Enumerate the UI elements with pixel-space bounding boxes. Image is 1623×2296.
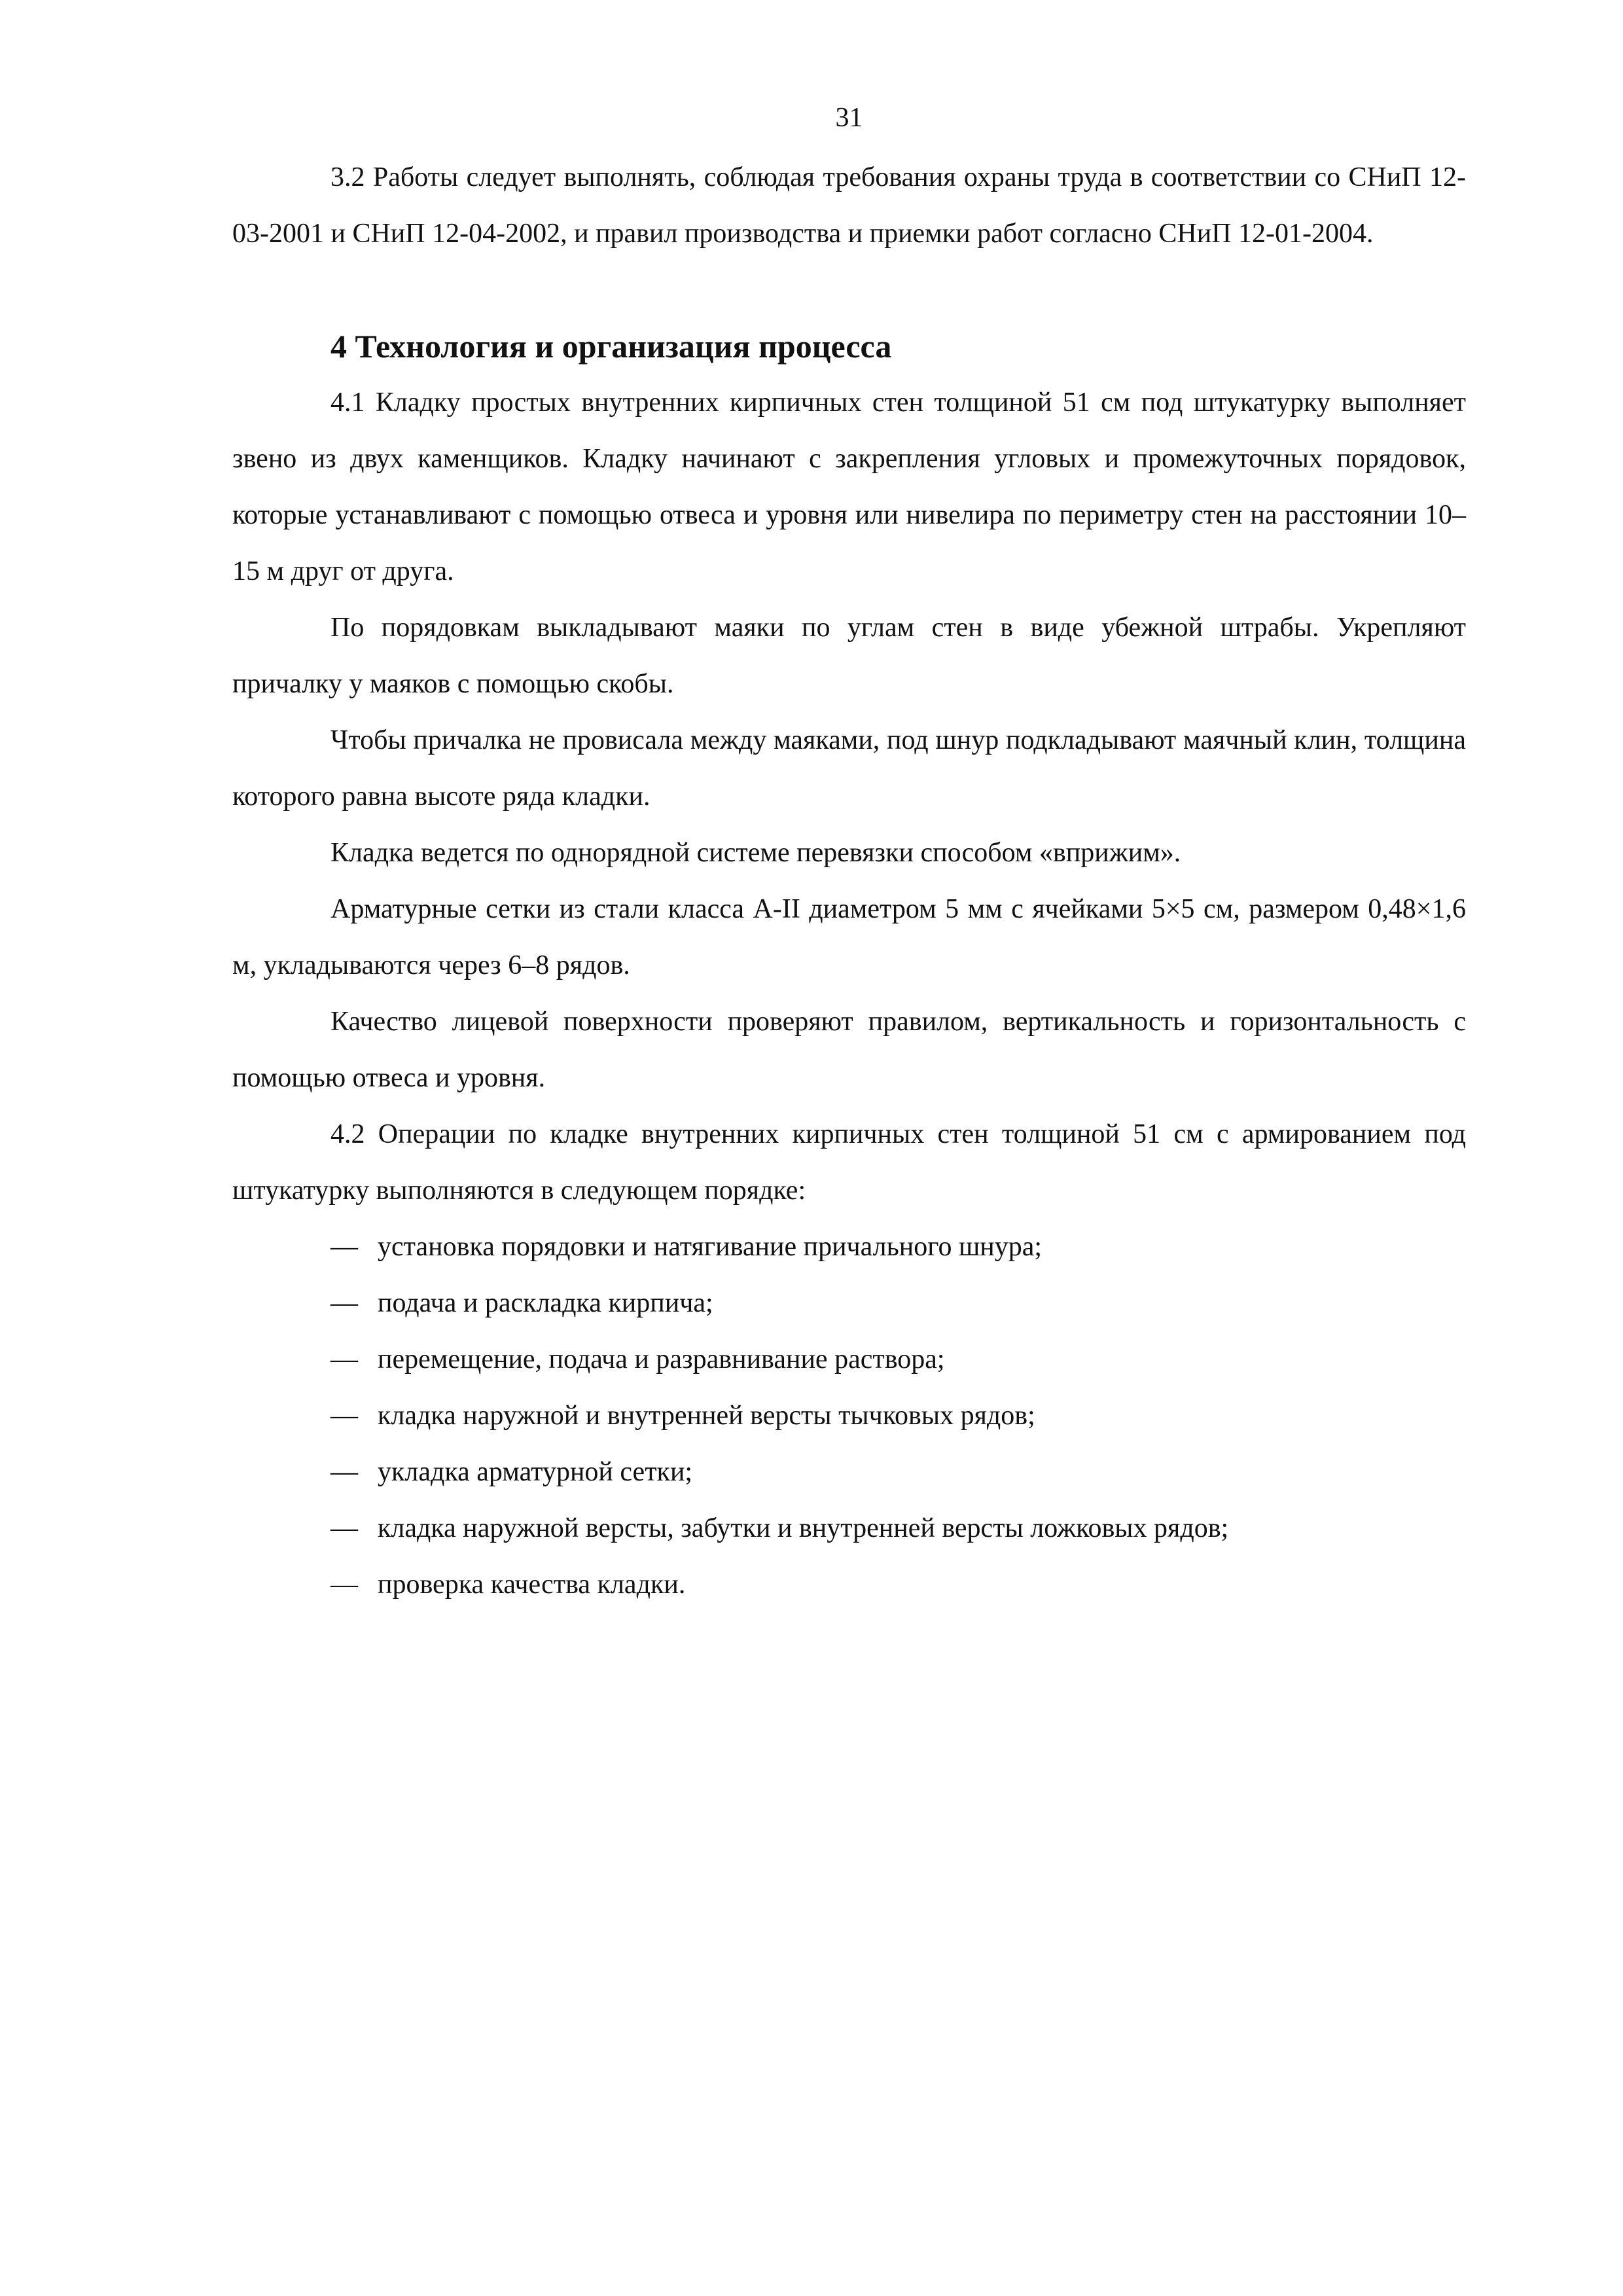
list-item-text: установка порядовки и натягивание причального шнура; xyxy=(378,1232,1043,1262)
list-dash: — xyxy=(330,1344,358,1374)
list-dash: — xyxy=(330,1513,358,1543)
page-number: 31 xyxy=(835,103,863,133)
list-item-text: укладка арматурной сетки; xyxy=(378,1457,693,1487)
list-item xyxy=(232,1331,1466,1388)
list-dash: — xyxy=(330,1401,358,1431)
list-item-text: кладка наружной и внутренней версты тычковых рядов; xyxy=(378,1401,1035,1431)
list-dash: — xyxy=(330,1288,358,1318)
paragraph-bonding: Кладка ведется по однорядной системе перевязки способом «вприжим». xyxy=(330,838,1181,868)
document-page xyxy=(232,98,1466,1613)
list-item-text: подача и раскладка кирпича; xyxy=(378,1288,713,1318)
list-item-text: кладка наружной версты, забутки и внутренней версты ложковых рядов; xyxy=(378,1513,1229,1543)
list-dash: — xyxy=(330,1232,358,1262)
paragraph-4-2: 4.2 Операции по кладке внутренних кирпичных стен толщиной 51 см с армированием под штукатурку выполняются в следующем порядке: xyxy=(232,1119,1466,1206)
paragraph-quality: Качество лицевой поверхности проверяют правилом, вертикальность и горизонтальность с помощью отвеса и уровня. xyxy=(232,1007,1466,1093)
paragraph-4-1: 4.1 Кладку простых внутренних кирпичных стен толщиной 51 см под штукатурку выполняет звено из двух каменщиков. Кладку начинают с закрепления угловых и промежуточных порядовок, которые устанавливают с помощью отвеса и уровня или нивелира по периметру стен на расстоянии 10–15 м друг от друга. xyxy=(232,387,1466,586)
paragraph-beacons: По порядовкам выкладывают маяки по углам стен в виде убежной штрабы. Укрепляют причалку у маяков с помощью скобы. xyxy=(232,613,1466,699)
paragraph-wedge: Чтобы причалка не провисала между маяками, под шнур подкладывают маячный клин, толщина которого равна высоте ряда кладки. xyxy=(232,725,1466,812)
list-item-text: проверка качества кладки. xyxy=(378,1570,686,1600)
list-item xyxy=(232,1275,1466,1331)
list-item xyxy=(232,1444,1466,1500)
list-item xyxy=(232,1500,1466,1556)
list-dash: — xyxy=(330,1457,358,1487)
paragraph-mesh: Арматурные сетки из стали класса А-II диаметром 5 мм с ячейками 5×5 см, размером 0,48×1,6 м, укладываются через 6–8 рядов. xyxy=(232,894,1466,980)
list-dash: — xyxy=(330,1570,358,1600)
paragraph-3-2: 3.2 Работы следует выполнять, соблюдая требования охраны труда в соответствии со СНиП 12-03-2001 и СНиП 12-04-2002, и правил производства и приемки работ согласно СНиП 12-01-2004. xyxy=(232,162,1466,249)
operations-list xyxy=(232,1219,1466,1613)
list-item xyxy=(232,1388,1466,1444)
list-item xyxy=(232,1556,1466,1613)
list-item-text: перемещение, подача и разравнивание раствора; xyxy=(378,1344,945,1374)
section-heading: 4 Технология и организация процесса xyxy=(330,328,892,365)
list-item xyxy=(232,1219,1466,1275)
